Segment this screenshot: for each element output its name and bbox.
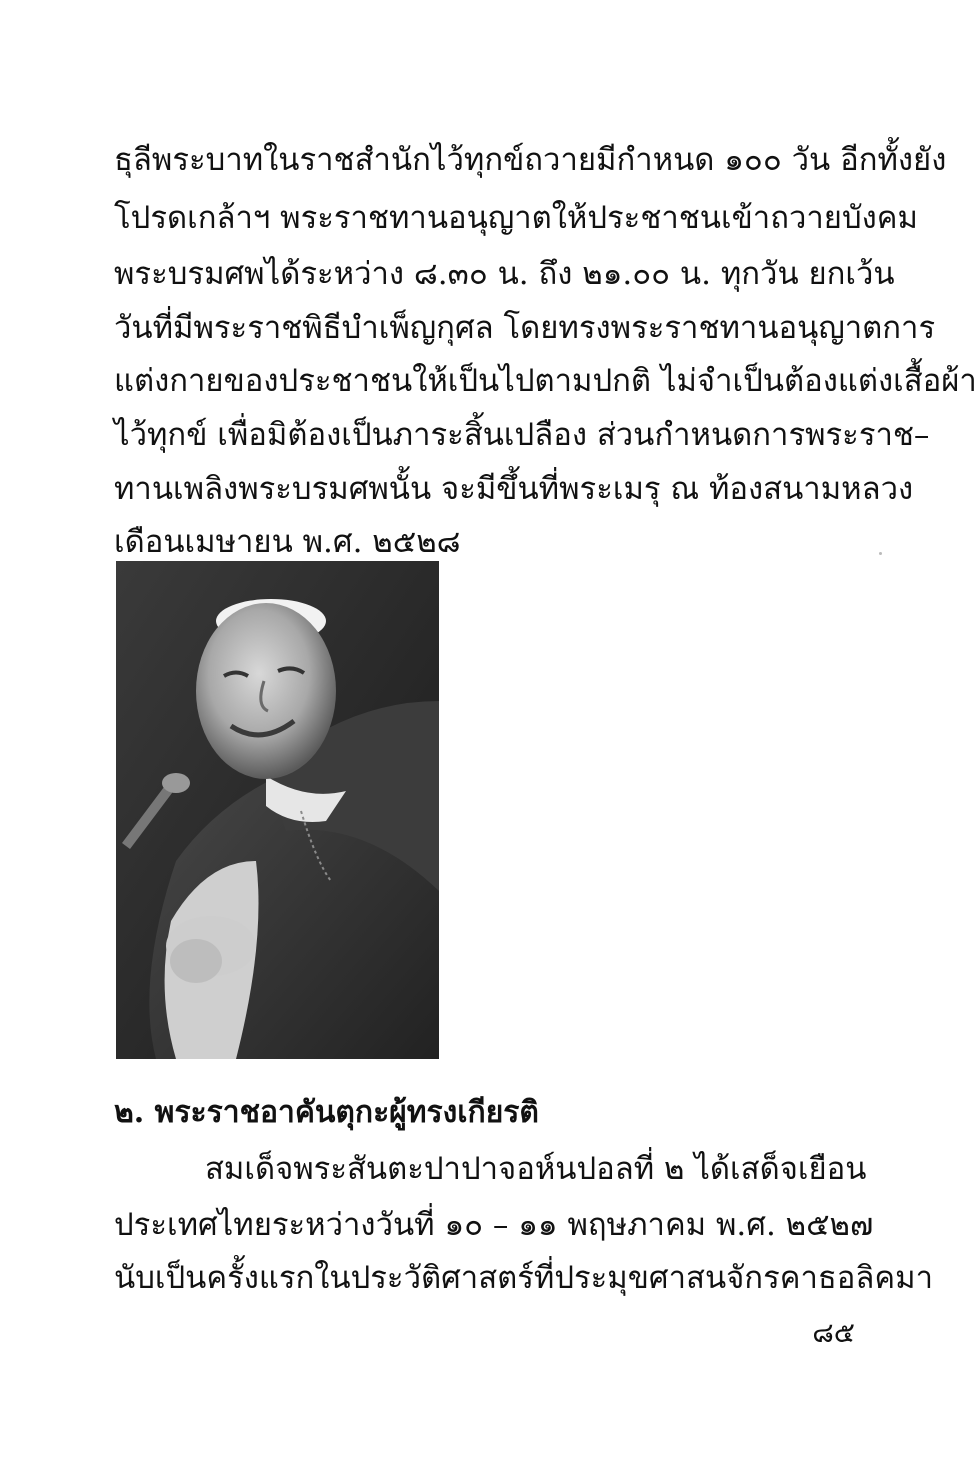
page-number: ๘๕: [812, 1316, 855, 1349]
paragraph-line-4: วันที่มีพระราชพิธีบำเพ็ญกุศล โดยทรงพระราชทานอนุญาตการ: [114, 310, 936, 346]
paragraph-line-1: ธุลีพระบาทในราชสำนักไว้ทุกข์ถวายมีกำหนด ๑๐๐ วัน อีกทั้งยัง: [114, 142, 947, 178]
section-line-1: สมเด็จพระสันตะปาปาจอห์นปอลที่ ๒ ได้เสด็จเยือน: [205, 1151, 867, 1187]
paragraph-line-2: โปรดเกล้าฯ พระราชทานอนุญาตให้ประชาชนเข้าถวายบังคม: [114, 200, 918, 236]
paragraph-line-5: แต่งกายของประชาชนให้เป็นไปตามปกติ ไม่จำเป็นต้องแต่งเสื้อผ้า: [114, 363, 977, 399]
scan-speck: [879, 552, 882, 555]
section-line-2: ประเทศไทยระหว่างวันที่ ๑๐ – ๑๑ พฤษภาคม พ.ศ. ๒๕๒๗: [114, 1207, 874, 1243]
paragraph-line-8: เดือนเมษายน พ.ศ. ๒๕๒๘: [114, 524, 461, 560]
section-line-3: นับเป็นครั้งแรกในประวัติศาสตร์ที่ประมุขศาสนจักรคาธอลิคมา: [114, 1260, 933, 1296]
paragraph-line-7: ทานเพลิงพระบรมศพนั้น จะมีขึ้นที่พระเมรุ ณ ท้องสนามหลวง: [114, 471, 914, 507]
paragraph-line-3: พระบรมศพได้ระหว่าง ๘.๓๐ น. ถึง ๒๑.๐๐ น. ทุกวัน ยกเว้น: [114, 256, 895, 292]
paragraph-line-6: ไว้ทุกข์ เพื่อมิต้องเป็นภาระสิ้นเปลือง ส่วนกำหนดการพระราช–: [114, 417, 930, 453]
portrait-photo: [116, 561, 439, 1059]
section-heading: ๒. พระราชอาคันตุกะผู้ทรงเกียรติ: [114, 1095, 539, 1130]
